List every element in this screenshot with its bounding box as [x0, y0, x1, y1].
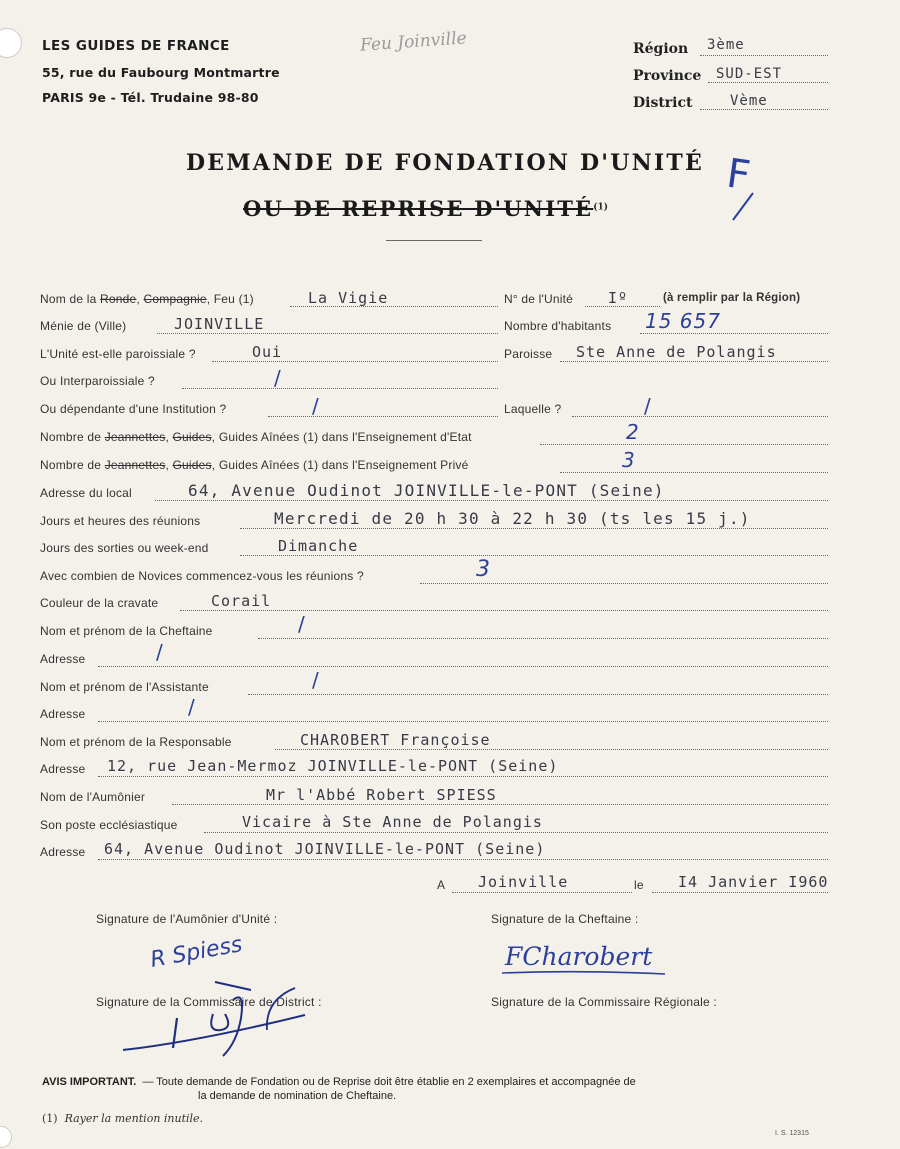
pencil-note: Feu Joinville — [359, 28, 468, 56]
sorties-value: Dimanche — [278, 537, 359, 555]
adresse4-value: 64, Avenue Oudinot JOINVILLE-le-PONT (Seine) — [104, 840, 546, 858]
form-title: DEMANDE DE FONDATION D'UNITÉ — [186, 150, 704, 176]
responsable-value: CHAROBERT Françoise — [300, 731, 491, 749]
sig-aumonier: R Spiess — [148, 932, 245, 973]
sig-cheftaine-label: Signature de la Cheftaine : — [491, 912, 639, 926]
sig-regionale-label: Signature de la Commissaire Régionale : — [491, 995, 717, 1009]
nom-value: La Vigie — [308, 289, 389, 307]
paroisse-value: Ste Anne de Polangis — [576, 343, 777, 361]
local-value: 64, Avenue Oudinot JOINVILLE-le-PONT (Seine) — [188, 481, 665, 500]
cravate-label: Couleur de la cravate — [40, 596, 159, 610]
print-reference: I. S. 12315 — [775, 1130, 809, 1137]
habitants-value: 15 657 — [645, 309, 721, 333]
margin-ink-mark: F — [723, 150, 754, 200]
place-value: Joinville — [478, 873, 569, 891]
footnote-mark: (1) — [593, 202, 609, 213]
paroisse-label: Paroisse — [504, 347, 553, 361]
assistante-value: / — [312, 668, 319, 692]
prive-label: Nombre de Jeannettes, Guides, Guides Aînées (1) dans l'Enseignement Privé — [40, 458, 469, 472]
title-rule — [386, 240, 482, 241]
assistante-label: Nom et prénom de l'Assistante — [40, 680, 209, 694]
date-value: I4 Janvier I960 — [678, 873, 829, 891]
sig-district-scrawl — [115, 970, 315, 1065]
adresse1-label: Adresse — [40, 652, 86, 666]
institution-value: / — [312, 394, 319, 418]
sig-cheftaine: FCharobert — [505, 942, 653, 971]
org-city-phone: PARIS 9e - Tél. Trudaine 98-80 — [42, 90, 259, 105]
unite-label: N° de l'Unité — [504, 292, 574, 306]
prive-value: 3 — [622, 448, 635, 472]
aumonier-label: Nom de l'Aumônier — [40, 790, 146, 804]
punch-hole-top — [0, 28, 22, 58]
form-subtitle: OU DE REPRISE D'UNITÉ — [243, 196, 594, 221]
paroissiale-label: L'Unité est-elle paroissiale ? — [40, 347, 196, 361]
org-name: LES GUIDES DE FRANCE — [42, 38, 230, 54]
responsable-label: Nom et prénom de la Responsable — [40, 735, 232, 749]
notice-line2: la demande de nomination de Cheftaine. — [198, 1090, 397, 1102]
unite-value: Iº — [608, 289, 629, 307]
novices-value: 3 — [476, 557, 490, 582]
punch-hole-bottom — [0, 1126, 12, 1148]
sig-aumonier-label: Signature de l'Aumônier d'Unité : — [96, 912, 278, 926]
institution-label: Ou dépendante d'une Institution ? — [40, 402, 227, 416]
le-label: le — [634, 878, 644, 892]
adresse3-label: Adresse — [40, 762, 86, 776]
interparoissiale-value: / — [274, 366, 281, 390]
region-value: 3ème — [707, 37, 745, 53]
paroissiale-value: Oui — [252, 343, 283, 361]
province-value: SUD-EST — [716, 66, 783, 82]
etat-value: 2 — [626, 420, 639, 444]
adresse3-value: 12, rue Jean-Mermoz JOINVILLE-le-PONT (Seine) — [107, 757, 559, 775]
cheftaine-label: Nom et prénom de la Cheftaine — [40, 624, 213, 638]
cravate-value: Corail — [211, 592, 272, 610]
adresse4-label: Adresse — [40, 845, 86, 859]
unite-note: (à remplir par la Région) — [663, 292, 801, 304]
novices-label: Avec combien de Novices commencez-vous les réunions ? — [40, 569, 364, 583]
reunions-label: Jours et heures des réunions — [40, 514, 201, 528]
reunions-value: Mercredi de 20 h 30 à 22 h 30 (ts les 15 j.) — [274, 509, 751, 528]
etat-label: Nombre de Jeannettes, Guides, Guides Aînées (1) dans l'Enseignement d'Etat — [40, 430, 472, 444]
menie-label: Ménie de (Ville) — [40, 319, 127, 333]
sig-cheftaine-underline — [500, 968, 670, 978]
adresse1-value: / — [156, 640, 163, 664]
adresse2-label: Adresse — [40, 707, 86, 721]
region-label: Région — [633, 41, 689, 57]
aumonier-value: Mr l'Abbé Robert SPIESS — [266, 786, 497, 804]
district-value: Vème — [730, 93, 768, 109]
adresse2-value: / — [188, 695, 195, 719]
footnote: (1) Rayer la mention inutile. — [42, 1112, 204, 1125]
form-subtitle-group — [243, 196, 608, 221]
local-label: Adresse du local — [40, 486, 132, 500]
district-label: District — [633, 95, 693, 111]
interparoissiale-label: Ou Interparoissiale ? — [40, 374, 155, 388]
margin-ink-slash — [725, 190, 759, 224]
habitants-label: Nombre d'habitants — [504, 319, 612, 333]
org-address: 55, rue du Faubourg Montmartre — [42, 65, 280, 80]
laquelle-label: Laquelle ? — [504, 402, 562, 416]
sorties-label: Jours des sorties ou week-end — [40, 541, 209, 555]
province-label: Province — [633, 68, 702, 84]
poste-value: Vicaire à Ste Anne de Polangis — [242, 813, 543, 831]
laquelle-value: / — [644, 394, 651, 418]
nom-label: Nom de la Ronde, Compagnie, Feu (1) — [40, 292, 254, 306]
notice: AVIS IMPORTANT. — Toute demande de Fondation ou de Reprise doit être établie en 2 exemplaires et accompagnée de — [42, 1076, 636, 1088]
sig-district-label: Signature de la Commissaire de District : — [96, 995, 322, 1009]
a-label: A — [437, 878, 446, 892]
menie-value: JOINVILLE — [174, 315, 265, 333]
cheftaine-value: / — [298, 612, 305, 636]
poste-label: Son poste ecclésiastique — [40, 818, 178, 832]
